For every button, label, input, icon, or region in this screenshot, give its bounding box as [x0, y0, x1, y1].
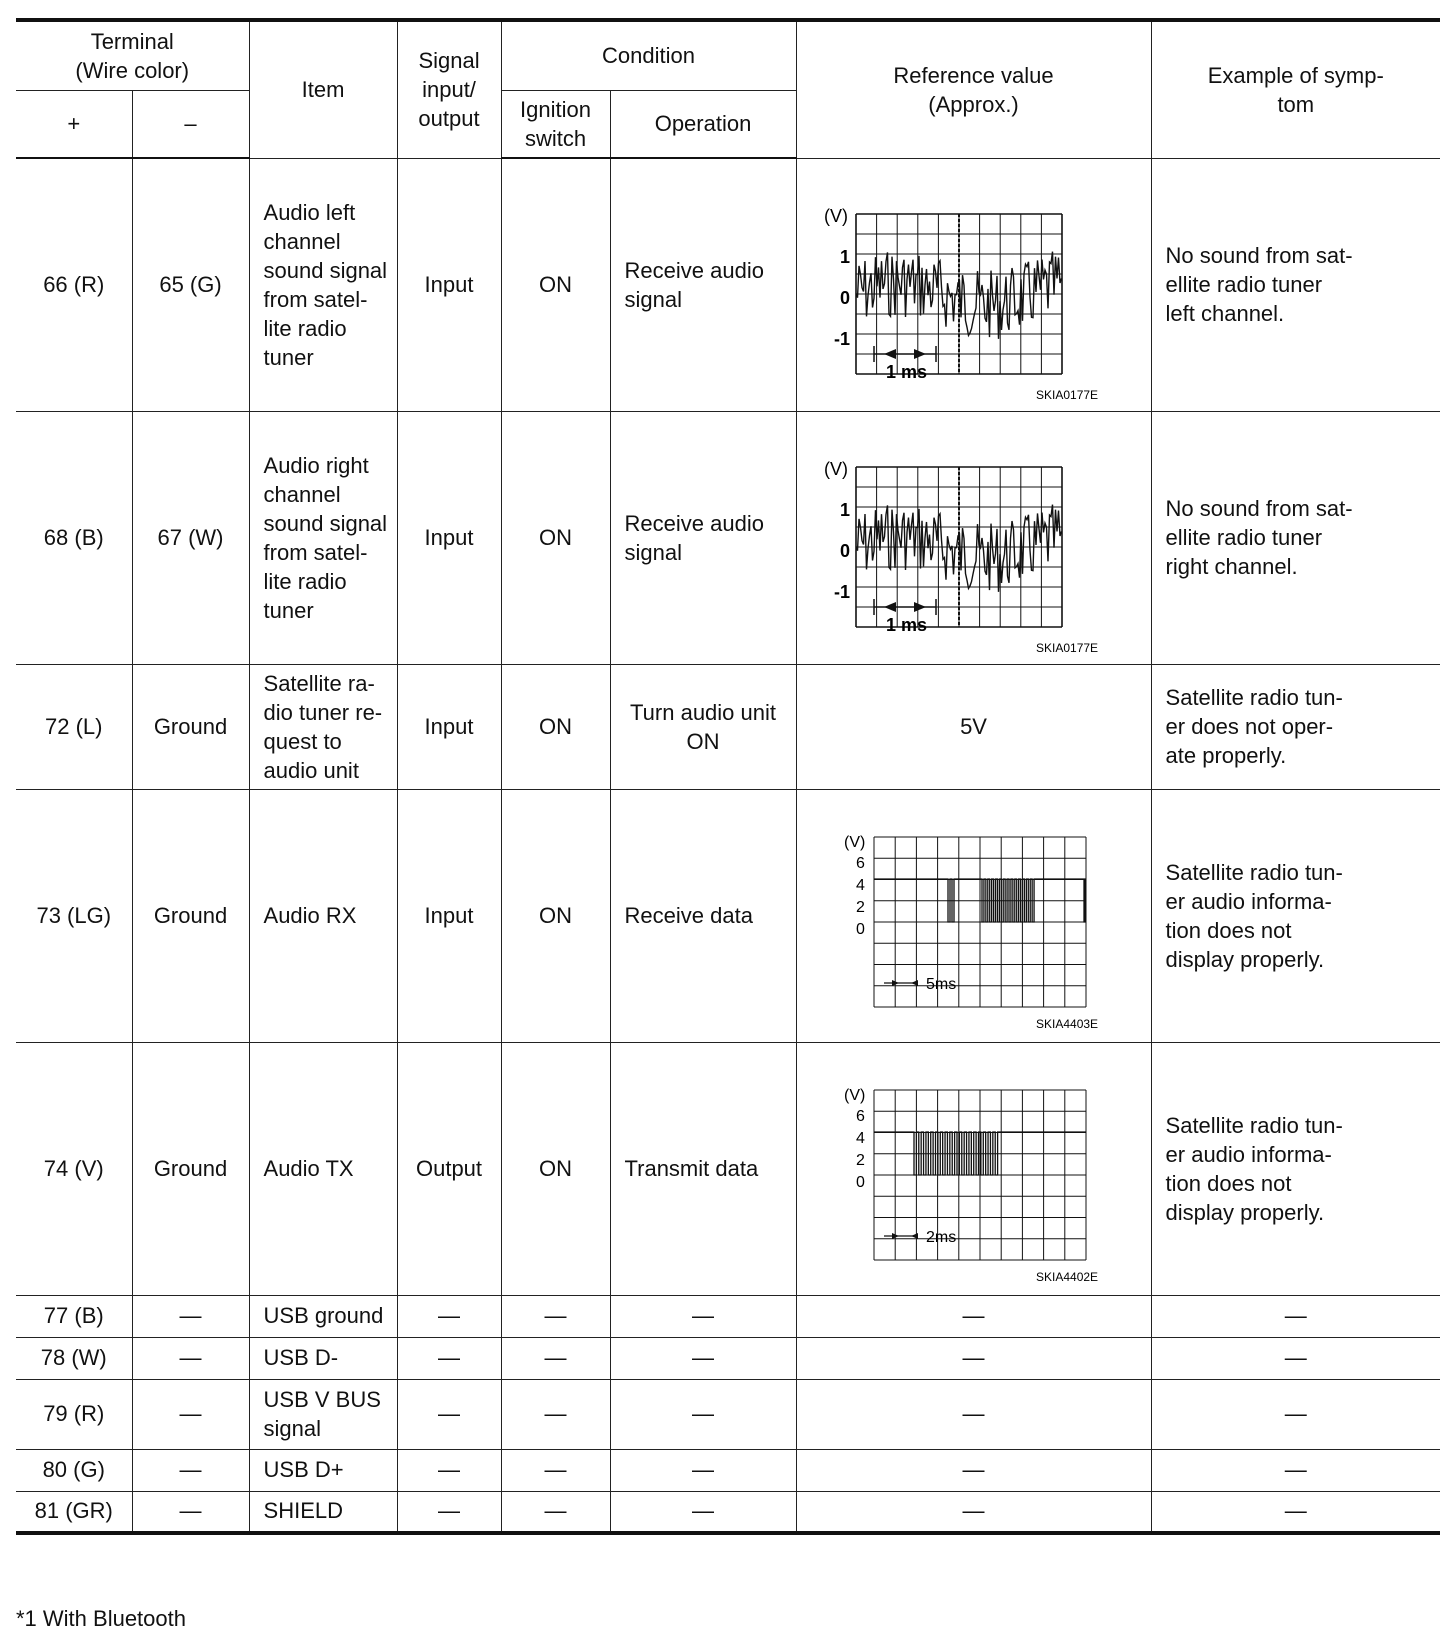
waveform-audio-left: [804, 162, 1144, 407]
reference-value: —: [796, 1295, 1151, 1337]
signal-io: Output: [397, 1042, 501, 1295]
table-row: [16, 1491, 1440, 1533]
table-row: [16, 1295, 1440, 1337]
unit-label: (V): [823, 459, 848, 479]
y-label: 1: [839, 500, 850, 520]
symptom: —: [1151, 1295, 1440, 1337]
terminal-plus: 66 (R): [16, 158, 132, 411]
signal-io: Input: [397, 789, 501, 1042]
terminal-plus: 72 (L): [16, 664, 132, 789]
header-reference-value: Reference value (Approx.): [796, 20, 1151, 158]
y-label: 6: [855, 1108, 865, 1125]
y-label: 2: [855, 899, 865, 916]
y-label: -1: [833, 582, 850, 602]
table-row: [16, 1042, 1440, 1295]
item: Satellite ra- dio tuner re- quest to audio unit: [249, 664, 397, 789]
ignition: —: [501, 1379, 610, 1449]
reference-waveform: [796, 1042, 1151, 1295]
y-label: 0: [855, 1174, 865, 1191]
symptom: No sound from sat- ellite radio tuner right channel.: [1151, 411, 1440, 664]
table-row: [16, 1337, 1440, 1379]
terminal-plus: 74 (V): [16, 1042, 132, 1295]
symptom: —: [1151, 1491, 1440, 1533]
header-terminal: Terminal (Wire color): [16, 20, 249, 90]
symptom: Satellite radio tun- er does not oper- ate properly.: [1151, 664, 1440, 789]
item: Audio left channel sound signal from satel- lite radio tuner: [249, 158, 397, 411]
operation: —: [610, 1337, 796, 1379]
grid: [874, 837, 1086, 1007]
reference-value: —: [796, 1449, 1151, 1491]
symptom: —: [1151, 1337, 1440, 1379]
symptom: —: [1151, 1379, 1440, 1449]
header-symptom: Example of symp- tom: [1151, 20, 1440, 158]
operation: —: [610, 1449, 796, 1491]
terminal-minus: Ground: [132, 664, 249, 789]
unit-label: (V): [823, 206, 848, 226]
operation: —: [610, 1491, 796, 1533]
terminal-minus: —: [132, 1295, 249, 1337]
operation: —: [610, 1295, 796, 1337]
time-marker: [884, 980, 918, 986]
item: Audio RX: [249, 789, 397, 1042]
symptom: Satellite radio tun- er audio informa- tion does not display properly.: [1151, 789, 1440, 1042]
header-plus: +: [16, 90, 132, 158]
operation: Receive audio signal: [610, 411, 796, 664]
header-ignition-switch: Ignition switch: [501, 90, 610, 158]
terminal-plus: 77 (B): [16, 1295, 132, 1337]
item: USB D+: [249, 1449, 397, 1491]
time-label: 2ms: [925, 1229, 956, 1246]
signal-io: —: [397, 1449, 501, 1491]
signal-io: —: [397, 1379, 501, 1449]
terminal-minus: —: [132, 1449, 249, 1491]
ignition: —: [501, 1491, 610, 1533]
ignition: —: [501, 1337, 610, 1379]
symptom: —: [1151, 1449, 1440, 1491]
header-condition: Condition: [501, 20, 796, 90]
item: USB V BUS signal: [249, 1379, 397, 1449]
time-marker: [874, 599, 936, 615]
operation: Transmit data: [610, 1042, 796, 1295]
header-operation: Operation: [610, 90, 796, 158]
y-label: -1: [833, 329, 850, 349]
terminal-plus: 68 (B): [16, 411, 132, 664]
symptom: Satellite radio tun- er audio informa- tion does not display properly.: [1151, 1042, 1440, 1295]
reference-waveform: [796, 158, 1151, 411]
grid: [856, 467, 1062, 627]
terminal-plus: 78 (W): [16, 1337, 132, 1379]
time-label: 5ms: [925, 976, 956, 993]
y-label: 2: [855, 1152, 865, 1169]
waveform-audio-tx: [804, 1046, 1144, 1291]
table-row: [16, 664, 1440, 789]
grid: [874, 1090, 1086, 1260]
reference-value: —: [796, 1491, 1151, 1533]
ignition: —: [501, 1295, 610, 1337]
header-signal-io: Signal input/ output: [397, 20, 501, 158]
time-label: 1 ms: [885, 362, 927, 382]
table-row: [16, 158, 1440, 411]
y-label: 6: [855, 855, 865, 872]
figure-code: SKIA4402E: [1035, 1270, 1098, 1284]
reference-waveform: [796, 789, 1151, 1042]
signal-io: Input: [397, 664, 501, 789]
table-row: [16, 1379, 1440, 1449]
operation: Receive data: [610, 789, 796, 1042]
terminal-minus: —: [132, 1379, 249, 1449]
operation: —: [610, 1379, 796, 1449]
terminal-minus: Ground: [132, 789, 249, 1042]
figure-code: SKIA0177E: [1035, 641, 1098, 655]
ignition: —: [501, 1449, 610, 1491]
y-label: 1: [839, 247, 850, 267]
signal-io: —: [397, 1491, 501, 1533]
ignition: ON: [501, 789, 610, 1042]
item: USB ground: [249, 1295, 397, 1337]
grid: [856, 214, 1062, 374]
item: Audio TX: [249, 1042, 397, 1295]
terminal-plus: 79 (R): [16, 1379, 132, 1449]
operation: Receive audio signal: [610, 158, 796, 411]
unit-label: (V): [843, 834, 865, 851]
terminal-plus: 80 (G): [16, 1449, 132, 1491]
reference-value: —: [796, 1337, 1151, 1379]
reference-value: —: [796, 1379, 1151, 1449]
figure-code: SKIA0177E: [1035, 388, 1098, 402]
header-item: Item: [249, 20, 397, 158]
table-row: [16, 789, 1440, 1042]
operation: Turn audio unit ON: [610, 664, 796, 789]
item: SHIELD: [249, 1491, 397, 1533]
y-label: 0: [839, 541, 850, 561]
terminal-minus: 67 (W): [132, 411, 249, 664]
unit-label: (V): [843, 1087, 865, 1104]
y-label: 0: [855, 921, 865, 938]
ignition: ON: [501, 1042, 610, 1295]
ignition: ON: [501, 411, 610, 664]
time-label: 1 ms: [885, 615, 927, 635]
ignition: ON: [501, 664, 610, 789]
reference-waveform: [796, 411, 1151, 664]
ignition: ON: [501, 158, 610, 411]
y-label: 0: [839, 288, 850, 308]
terminal-spec-table: [16, 18, 1440, 1535]
signal-io: Input: [397, 411, 501, 664]
y-label: 4: [855, 1130, 865, 1147]
terminal-plus: 73 (LG): [16, 789, 132, 1042]
terminal-plus: 81 (GR): [16, 1491, 132, 1533]
time-marker: [884, 1233, 918, 1239]
signal-io: Input: [397, 158, 501, 411]
time-marker: [874, 346, 936, 362]
header-minus: –: [132, 90, 249, 158]
signal-io: —: [397, 1295, 501, 1337]
footnote: *1 With Bluetooth: [16, 1606, 186, 1631]
terminal-minus: —: [132, 1337, 249, 1379]
reference-value: 5V: [796, 664, 1151, 789]
symptom: No sound from sat- ellite radio tuner left channel.: [1151, 158, 1440, 411]
terminal-minus: Ground: [132, 1042, 249, 1295]
table-row: [16, 411, 1440, 664]
figure-code: SKIA4403E: [1035, 1017, 1098, 1031]
item: Audio right channel sound signal from satel- lite radio tuner: [249, 411, 397, 664]
y-label: 4: [855, 877, 865, 894]
signal-io: —: [397, 1337, 501, 1379]
terminal-minus: —: [132, 1491, 249, 1533]
item: USB D-: [249, 1337, 397, 1379]
waveform-audio-rx: [804, 793, 1144, 1038]
terminal-minus: 65 (G): [132, 158, 249, 411]
table-row: [16, 1449, 1440, 1491]
waveform-audio-right: [804, 415, 1144, 660]
